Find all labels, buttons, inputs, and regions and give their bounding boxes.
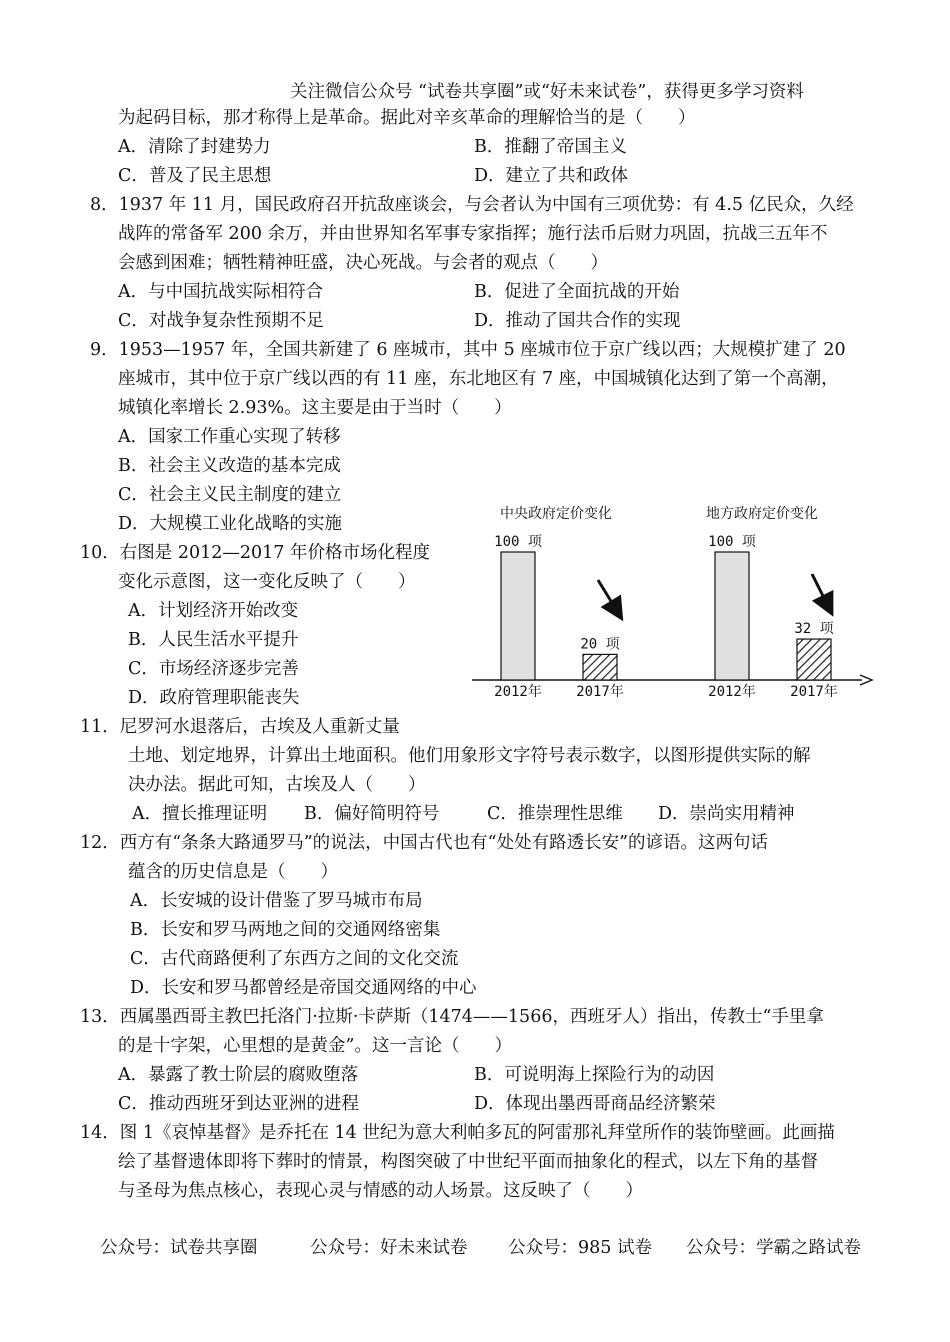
q11-option-b: B．偏好简明符号 [304, 804, 440, 824]
q8-option-d: D．推动了国共合作的实现 [474, 311, 681, 331]
q9-line-3: 城镇化率增长 2.93%。这主要是由于当时（ ） [118, 398, 512, 418]
chart-2-bar-2012 [715, 552, 749, 680]
chart-1-bar-2017 [583, 654, 617, 680]
q8-option-a: A．与中国抗战实际相符合 [118, 282, 324, 302]
q8-line-1: 8．1937 年 11 月，国民政府召开抗敌座谈会，与会者认为中国有三项优势：有 4.5 亿民众，久经 [90, 195, 854, 215]
q9-option-c: C．社会主义民主制度的建立 [118, 485, 342, 505]
footer-account-2: 公众号：好未来试卷 [310, 1238, 468, 1258]
q8-option-c: C．对战争复杂性预期不足 [118, 311, 324, 331]
q8-line-2: 战阵的常备军 200 余万，并由世界知名军事专家指挥；施行法币后财力巩固，抗战三五年不 [118, 224, 828, 244]
q11-option-c: C．推崇理性思维 [487, 804, 623, 824]
q11-line-1: 11．尼罗河水退落后，古埃及人重新丈量 [80, 717, 400, 737]
q13-line-2: 的是十字架，心里想的是黄金”。这一言论（ ） [118, 1036, 512, 1056]
q11-option-d: D．崇尚实用精神 [658, 804, 795, 824]
chart-2-label-2017: 32 项 [794, 621, 834, 638]
chart-2-down-arrow [812, 574, 828, 606]
q11-line-3: 决办法。据此可知，古埃及人（ ） [128, 775, 426, 795]
chart-2-label-2012: 100 项 [708, 534, 756, 550]
q14-line-1: 14．图 1《哀悼基督》是乔托在 14 世纪为意大利帕多瓦的阿雷那礼拜堂所作的装饰壁画。此画描 [80, 1123, 835, 1143]
q7-option-d: D．建立了共和政体 [474, 166, 629, 186]
price-change-chart [462, 496, 880, 710]
q12-option-d: D．长安和罗马都曾经是帝国交通网络的中心 [130, 978, 477, 998]
q9-line-2: 座城市，其中位于京广线以西的有 11 座，东北地区有 7 座，中国城镇化达到了第一个高潮， [118, 369, 839, 389]
q7-option-b: B．推翻了帝国主义 [474, 137, 627, 157]
chart-1-label-2017: 20 项 [580, 636, 620, 653]
q11-line-2: 土地、划定地界，计算出土地面积。他们用象形文字符号表示数字，以图形提供实际的解 [128, 746, 811, 766]
q14-line-3: 与圣母为焦点核心，表现心灵与情感的动人场景。这反映了（ ） [118, 1181, 643, 1201]
q12-option-b: B．长安和罗马两地之间的交通网络密集 [130, 920, 441, 940]
q9-option-a: A．国家工作重心实现了转移 [118, 427, 341, 447]
q10-line-1: 10．右图是 2012—2017 年价格市场化程度 [80, 543, 430, 563]
chart-2-tick-2012: 2012年 [708, 684, 756, 700]
q7-continuation: 为起码目标，那才称得上是革命。据此对辛亥革命的理解恰当的是（ ） [118, 108, 696, 128]
chart-2-tick-2017: 2017年 [790, 684, 838, 700]
q10-option-c: C．市场经济逐步完善 [128, 659, 299, 679]
chart-1-label-2012: 100 项 [494, 534, 542, 550]
footer-account-3: 公众号：985 试卷 [508, 1238, 652, 1258]
q10-line-2: 变化示意图，这一变化反映了（ ） [118, 572, 416, 592]
q12-line-1: 12．西方有“条条大路通罗马”的说法，中国古代也有“处处有路透长安”的谚语。这两句话 [80, 833, 769, 853]
chart-1-title: 中央政府定价变化 [500, 506, 612, 522]
chart-1-bar-2012 [501, 552, 535, 680]
footer-account-4: 公众号：学霸之路试卷 [686, 1238, 861, 1258]
chart-2-title: 地方政府定价变化 [706, 506, 818, 522]
footer-account-1: 公众号：试卷共享圈 [100, 1238, 258, 1258]
chart-1-tick-2012: 2012年 [494, 684, 542, 700]
q8-option-b: B．促进了全面抗战的开始 [474, 282, 680, 302]
header-note: 关注微信公众号 “试卷共享圈”或“好未来试卷”，获得更多学习资料 [290, 82, 804, 102]
q12-line-2: 蕴含的历史信息是（ ） [128, 862, 338, 882]
chart-1-down-arrow [598, 580, 617, 611]
q13-line-1: 13．西属墨西哥主教巴托洛门·拉斯·卡萨斯（1474——1566，西班牙人）指出，传教士“手里拿 [80, 1007, 824, 1027]
q8-line-3: 会感到困难；牺牲精神旺盛，决心死战。与会者的观点（ ） [118, 253, 608, 273]
q10-option-d: D．政府管理职能丧失 [128, 688, 300, 708]
q7-option-a: A．清除了封建势力 [118, 137, 271, 157]
q9-option-d: D．大规模工业化战略的实施 [118, 514, 343, 534]
chart-1-tick-2017: 2017年 [576, 684, 624, 700]
q9-line-1: 9．1953—1957 年，全国共新建了 6 座城市，其中 5 座城市位于京广线以西；大规模扩建了 20 [90, 340, 846, 360]
q13-option-c: C．推动西班牙到达亚洲的进程 [118, 1094, 359, 1114]
q13-option-a: A．暴露了教士阶层的腐败堕落 [118, 1065, 359, 1085]
q12-option-a: A．长安城的设计借鉴了罗马城市布局 [130, 891, 423, 911]
chart-2-bar-2017 [797, 639, 831, 680]
q9-option-b: B．社会主义改造的基本完成 [118, 456, 341, 476]
q7-option-c: C．普及了民主思想 [118, 166, 272, 186]
q10-option-b: B．人民生活水平提升 [128, 630, 299, 650]
q12-option-c: C．古代商路便利了东西方之间的文化交流 [130, 949, 459, 969]
q13-option-d: D．体现出墨西哥商品经济繁荣 [474, 1094, 716, 1114]
q13-option-b: B．可说明海上探险行为的动因 [474, 1065, 715, 1085]
q14-line-2: 绘了基督遗体即将下葬时的情景，构图突破了中世纪平面而抽象化的程式，以左下角的基督 [118, 1152, 818, 1172]
q11-option-a: A．擅长推理证明 [132, 804, 268, 824]
q10-option-a: A．计划经济开始改变 [128, 601, 299, 621]
